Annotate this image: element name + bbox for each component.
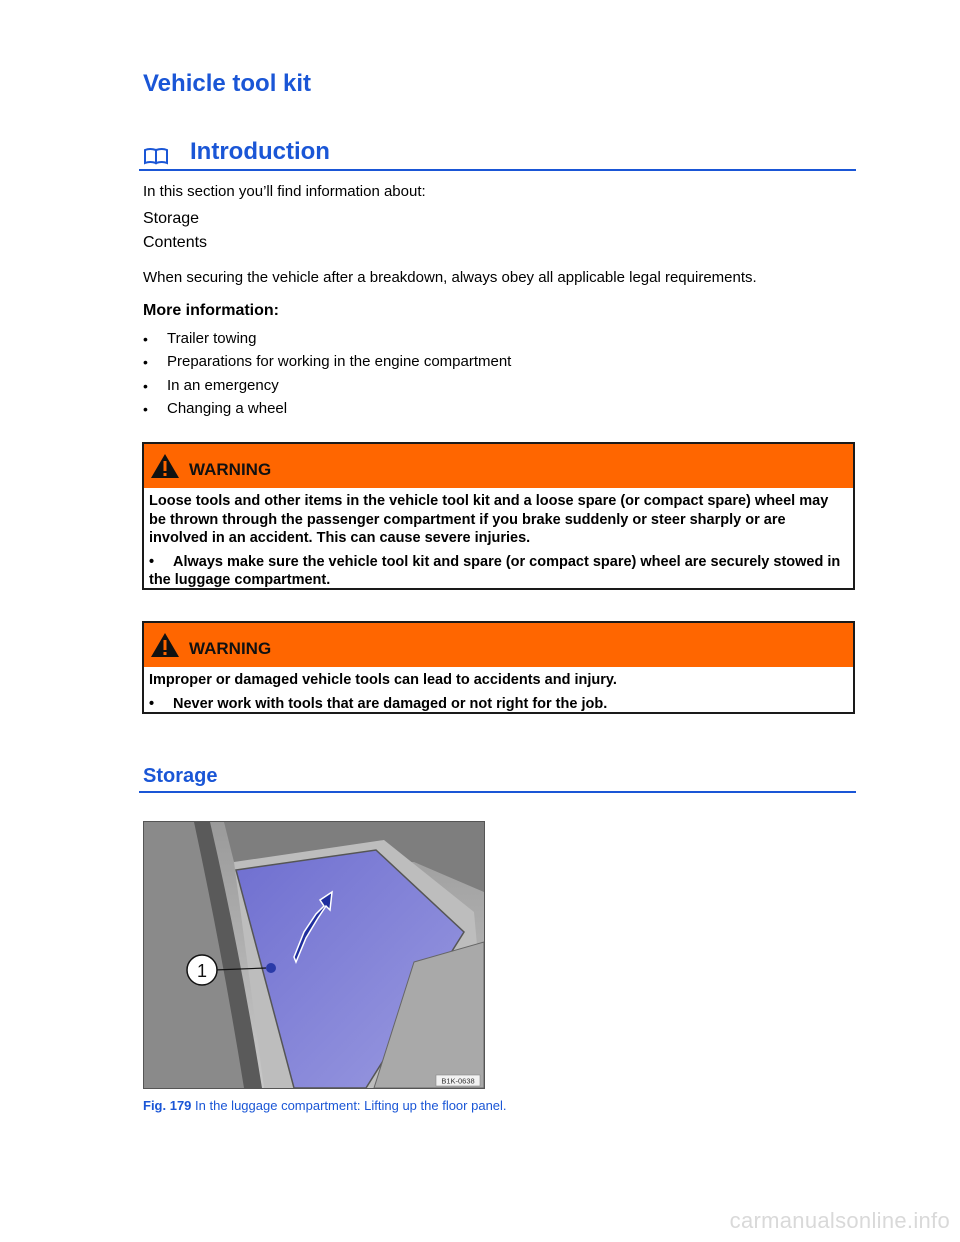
warning-triangle-icon xyxy=(149,452,181,480)
figure-caption-text: In the luggage compartment: Lifting up the floor panel. xyxy=(195,1098,507,1113)
figure-caption xyxy=(143,1098,507,1113)
callout-number: 1 xyxy=(196,961,208,981)
warning-title: WARNING xyxy=(189,639,272,658)
list-item[interactable]: • In an emergency xyxy=(143,375,511,398)
figure-code: B1K-0638 xyxy=(441,1076,475,1086)
list-item[interactable]: • Trailer towing xyxy=(143,328,511,351)
legal-note: When securing the vehicle after a breakdown, always obey all applicable legal requirements. xyxy=(143,269,757,286)
warning-header xyxy=(144,444,853,488)
warning-box-loose-tools xyxy=(142,442,855,590)
warning-bullet: Always make sure the vehicle tool kit and spare (or compact spare) wheel are securely stowed in the luggage compartment. xyxy=(149,553,841,588)
warning-bullet: Never work with tools that are damaged or not right for the job. xyxy=(173,695,608,712)
introduction-heading xyxy=(139,136,856,171)
introduction-heading-text: Introduction xyxy=(190,138,330,165)
bullet-icon: • xyxy=(149,695,155,712)
storage-heading xyxy=(139,763,856,793)
bullet-icon: • xyxy=(149,553,155,570)
more-info-label: More information: xyxy=(143,302,279,319)
watermark: carmanualsonline.info xyxy=(729,1208,950,1233)
topic-contents[interactable]: Contents xyxy=(143,234,208,251)
warning-header xyxy=(144,623,853,667)
book-icon xyxy=(143,144,169,172)
warning-title: WARNING xyxy=(189,460,272,479)
warning-text: Loose tools and other items in the vehicle tool kit and a loose spare (or compact spare) wheel may be thrown through the passenger compartment if you brake suddenly or steer sharply or are involved in an accident. This can cause severe injuries. xyxy=(149,493,829,546)
warning-triangle-icon xyxy=(149,631,181,659)
warning-text: Improper or damaged vehicle tools can lead to accidents and injury. xyxy=(149,672,617,688)
warning-box-damaged-tools xyxy=(142,621,855,714)
luggage-compartment-figure xyxy=(143,821,485,1089)
intro-lead: In this section you’ll find information about: xyxy=(143,183,426,200)
page-title: Vehicle tool kit xyxy=(143,70,312,97)
list-item[interactable]: • Preparations for working in the engine compartment xyxy=(143,351,511,374)
more-info-list xyxy=(143,328,511,422)
topic-storage[interactable]: Storage xyxy=(143,210,200,227)
storage-heading-text: Storage xyxy=(143,765,218,787)
figure-caption-label: Fig. 179 xyxy=(143,1098,192,1113)
list-item[interactable]: • Changing a wheel xyxy=(143,398,511,421)
